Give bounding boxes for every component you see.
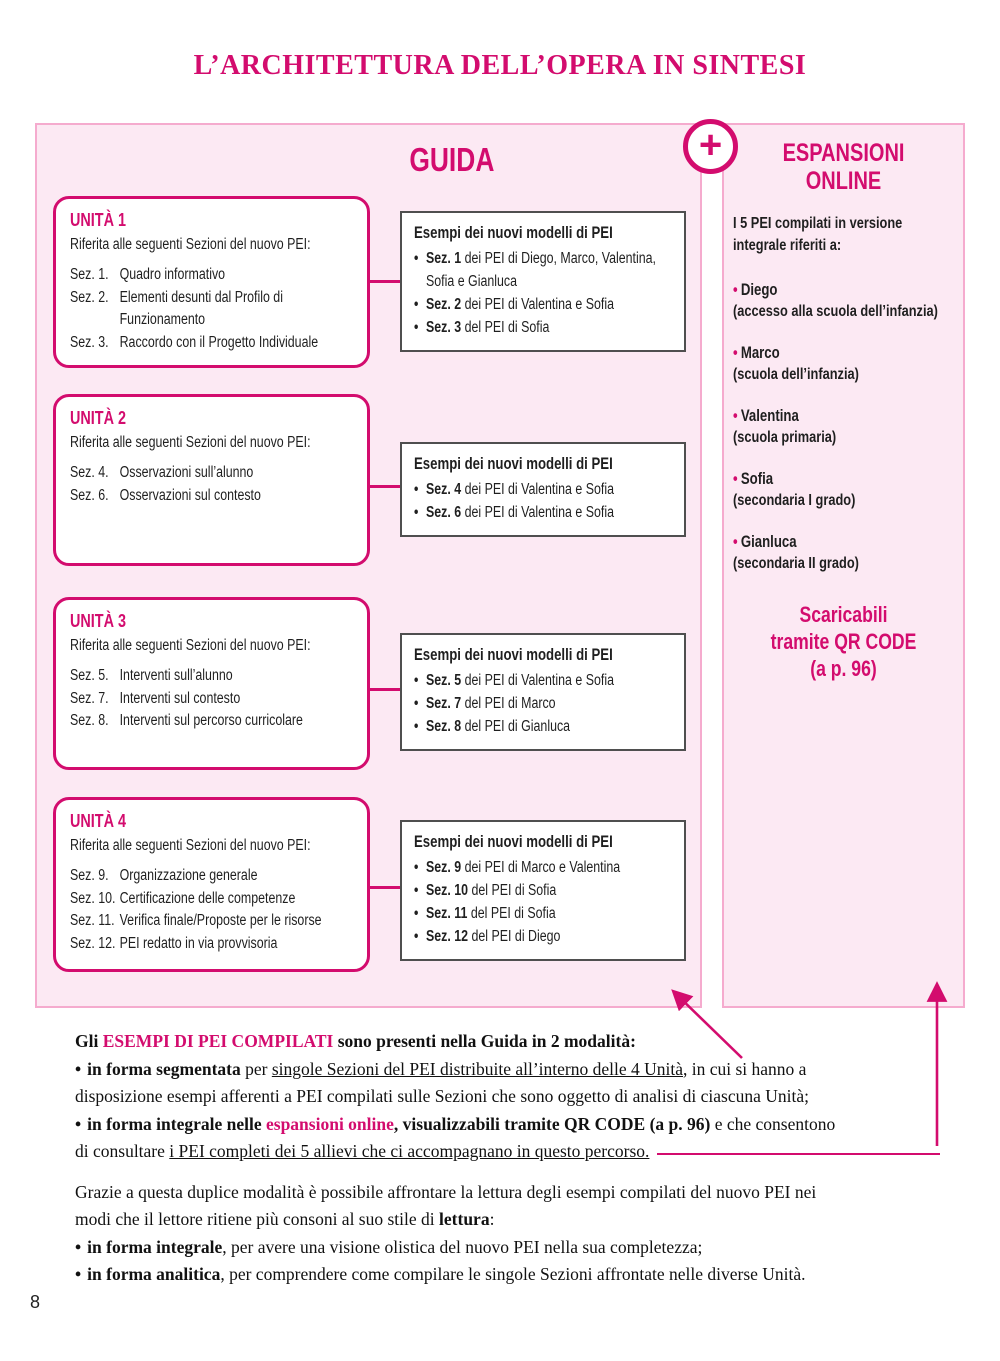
connector-line xyxy=(370,886,400,889)
esempi-item: • Sez. 4 dei PEI di Valentina e Sofia xyxy=(414,478,672,501)
esempi-box-1 xyxy=(400,211,686,352)
unit-item: Sez. 7. Interventi sul contesto xyxy=(70,689,241,707)
unit-item: Sez. 8. Interventi sul percorso curricolare xyxy=(70,712,303,729)
bullet-integrale-line1: • in forma integrale nelle espansioni online, visualizzabili tramite QR CODE (a p. 96) e che consentono xyxy=(75,1113,836,1134)
connector-line xyxy=(657,1153,940,1156)
esempi-item: • Sez. 5 dei PEI di Valentina e Sofia xyxy=(414,669,672,692)
unit-box-1 xyxy=(53,196,370,368)
unit-item: Sez. 6. Osservazioni sul contesto xyxy=(70,486,261,504)
student-entry: • Gianluca (secondaria II grado) xyxy=(733,533,859,572)
unit-item: Sez. 5. Interventi sull’alunno xyxy=(70,667,233,684)
bullet: • xyxy=(414,859,419,876)
bullet: • xyxy=(733,407,738,425)
paragraph2-line1: Grazie a questa duplice modalità è possibile affrontare la lettura degli esempi compilati del nuovo PEI nei xyxy=(75,1181,817,1202)
esempi-item: • Sez. 11 del PEI di Sofia xyxy=(414,902,672,925)
bullet: • xyxy=(414,718,419,735)
page-number: 8 xyxy=(30,1292,41,1312)
unit-title: UNITÀ 2 xyxy=(70,408,127,428)
bullet: • xyxy=(414,481,419,498)
esempi-item: • Sez. 9 dei PEI di Marco e Valentina xyxy=(414,856,672,879)
bullet: • xyxy=(414,695,419,712)
unit-item: Sez. 3. Raccordo con il Progetto Individuale xyxy=(70,333,319,351)
unit-subtitle: Riferita alle seguenti Sezioni del nuovo PEI: xyxy=(70,434,311,451)
espansioni-heading: ESPANSIONI ONLINE xyxy=(782,139,905,195)
esempi-heading: Esempi dei nuovi modelli di PEI xyxy=(414,224,613,242)
esempi-heading: Esempi dei nuovi modelli di PEI xyxy=(414,833,613,851)
bullet: • xyxy=(414,296,419,313)
bullet: • xyxy=(414,504,419,521)
architecture-diagram xyxy=(35,123,965,1008)
plus-icon: + xyxy=(683,119,738,174)
esempi-box-4 xyxy=(400,820,686,961)
esempi-item: • Sez. 3 del PEI di Sofia xyxy=(414,316,672,339)
esempi-item: • Sez. 1 dei PEI di Diego, Marco, Valentina, Sofia e Gianluca xyxy=(414,247,672,293)
student-entry: • Sofia (secondaria I grado) xyxy=(733,470,856,509)
connector-line xyxy=(370,280,400,283)
bullet: • xyxy=(414,672,419,689)
unit-subtitle: Riferita alle seguenti Sezioni del nuovo PEI: xyxy=(70,637,311,654)
unit-box-3 xyxy=(53,597,370,770)
unit-item: Sez. 2. Elementi desunti dal Profilo di Funzionamento xyxy=(70,288,283,328)
bullet-integrale-line2: di consultare i PEI completi dei 5 allievi che ci accompagnano in questo percorso. xyxy=(75,1138,940,1166)
bullet: • xyxy=(414,905,419,922)
student-entry: • Valentina (scuola primaria) xyxy=(733,407,837,446)
bullet: • xyxy=(414,319,419,336)
unit-title: UNITÀ 3 xyxy=(70,611,127,631)
unit-item: Sez. 4. Osservazioni sull’alunno xyxy=(70,464,254,481)
bullet: • xyxy=(75,1113,82,1134)
bullet: • xyxy=(414,928,419,945)
esempi-heading: Esempi dei nuovi modelli di PEI xyxy=(414,455,613,473)
unit-title: UNITÀ 4 xyxy=(70,811,127,831)
paragraph2-line2: modi che il lettore ritiene più consoni al suo stile di lettura: xyxy=(75,1209,495,1229)
bullet: • xyxy=(733,470,738,488)
download-note: Scaricabili tramite QR CODE (a p. 96) xyxy=(770,602,917,681)
unit-box-2 xyxy=(53,394,370,566)
bullet: • xyxy=(733,281,738,299)
student-entry: • Diego (accesso alla scuola dell’infanzia) xyxy=(733,281,938,320)
page-title: L’ARCHITETTURA DELL’OPERA IN SINTESI xyxy=(193,50,807,81)
student-entry: • Marco (scuola dell’infanzia) xyxy=(733,344,859,383)
guida-heading: GUIDA xyxy=(409,141,495,178)
bullet: • xyxy=(75,1264,82,1284)
bullet: • xyxy=(414,882,419,899)
bullet: • xyxy=(733,344,738,362)
unit-item: Sez. 9. Organizzazione generale xyxy=(70,867,258,884)
esempi-item: • Sez. 7 del PEI di Marco xyxy=(414,692,672,715)
bullet: • xyxy=(414,250,419,267)
bullet-analitica-line: • in forma analitica, per comprendere come compilare le singole Sezioni affrontate nelle diverse Unità. xyxy=(75,1264,806,1284)
esempi-item: • Sez. 6 dei PEI di Valentina e Sofia xyxy=(414,501,672,524)
esempi-box-3 xyxy=(400,633,686,751)
bullet-segmentata-line1: • in forma segmentata per singole Sezioni del PEI distribuite all’interno delle 4 Unità, in cui si hanno a xyxy=(75,1058,807,1079)
esempi-heading: Esempi dei nuovi modelli di PEI xyxy=(414,646,613,664)
unit-item: Sez. 10. Certificazione delle competenze xyxy=(70,889,296,907)
bullet: • xyxy=(733,533,738,551)
bullet-integrale2-line: • in forma integrale, per avere una visione olistica del nuovo PEI nella sua completezza; xyxy=(75,1236,703,1257)
connector-line xyxy=(370,688,400,691)
intro-line: Gli ESEMPI DI PEI COMPILATI sono presenti nella Guida in 2 modalità: xyxy=(75,1031,636,1051)
body-text xyxy=(75,1028,940,1289)
connector-line xyxy=(370,485,400,488)
unit-item: Sez. 1. Quadro informativo xyxy=(70,266,226,283)
bullet: • xyxy=(75,1058,82,1079)
bullet-segmentata-line2: disposizione esempi afferenti a PEI compilati sulle Sezioni che sono oggetto di analisi di ciascuna Unità; xyxy=(75,1086,810,1106)
esempi-item: • Sez. 2 dei PEI di Valentina e Sofia xyxy=(414,293,672,316)
esempi-item: • Sez. 12 del PEI di Diego xyxy=(414,925,672,948)
espansioni-content xyxy=(722,139,965,682)
unit-item: Sez. 11. Verifica finale/Proposte per le risorse xyxy=(70,912,322,929)
unit-subtitle: Riferita alle seguenti Sezioni del nuovo PEI: xyxy=(70,236,311,253)
unit-item: Sez. 12. PEI redatto in via provvisoria xyxy=(70,934,278,952)
unit-subtitle: Riferita alle seguenti Sezioni del nuovo PEI: xyxy=(70,837,311,854)
bullet: • xyxy=(75,1236,82,1257)
espansioni-intro: I 5 PEI compilati in versione integrale riferiti a: xyxy=(733,215,903,254)
esempi-item: • Sez. 8 del PEI di Gianluca xyxy=(414,715,672,738)
esempi-item: • Sez. 10 del PEI di Sofia xyxy=(414,879,672,902)
unit-box-4 xyxy=(53,797,370,972)
esempi-box-2 xyxy=(400,442,686,537)
unit-title: UNITÀ 1 xyxy=(70,210,127,230)
